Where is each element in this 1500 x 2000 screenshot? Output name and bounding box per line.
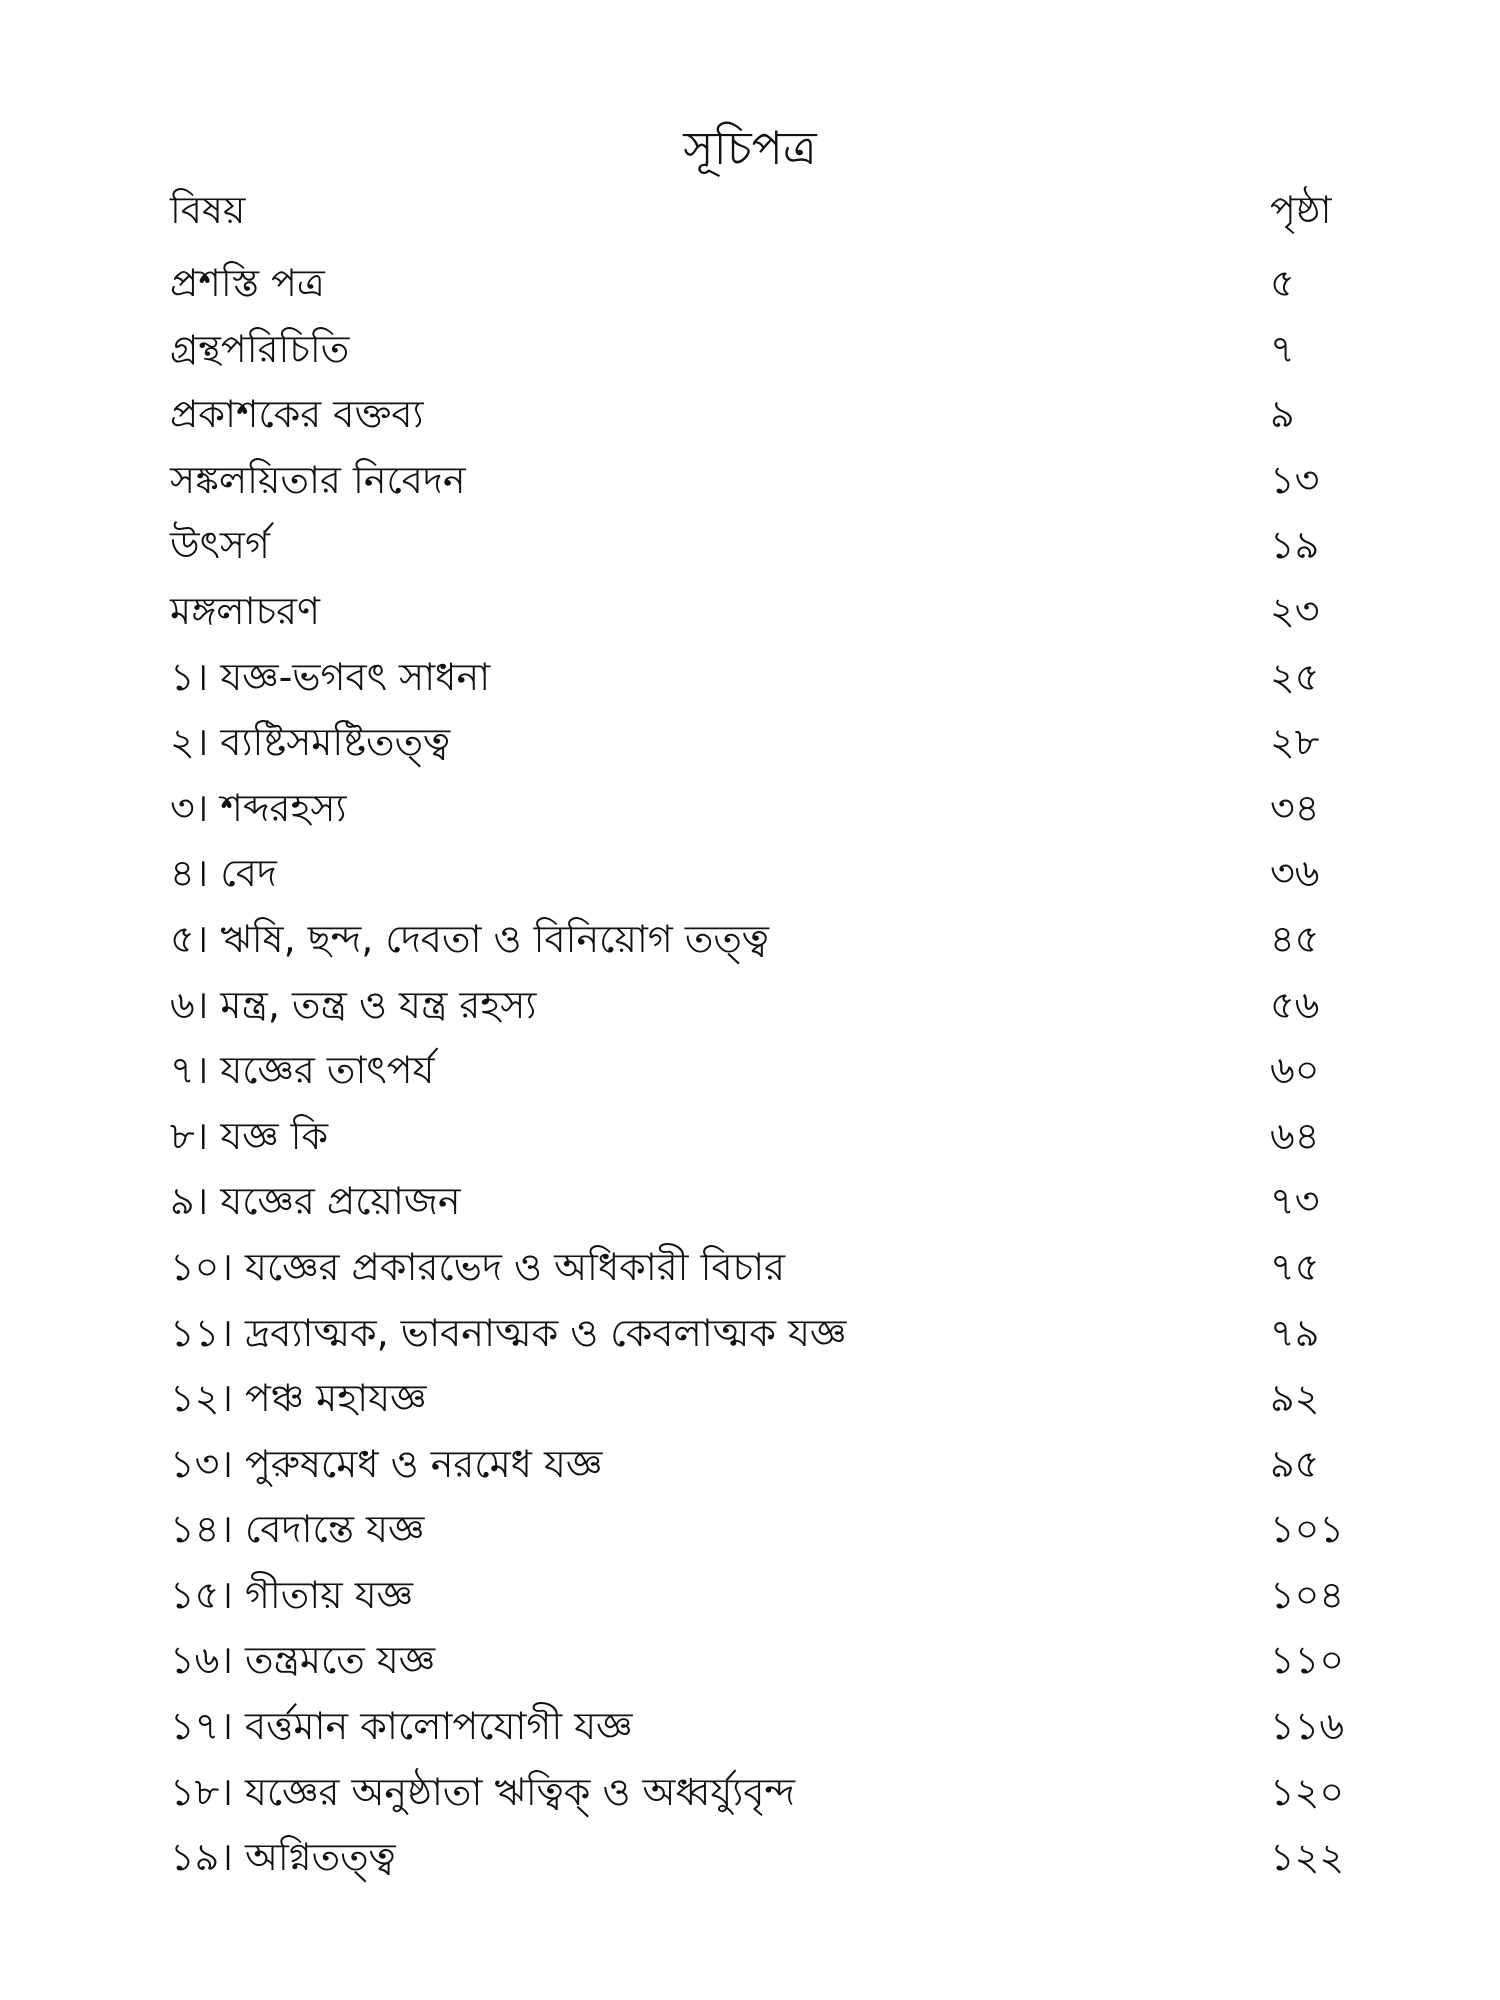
toc-entry	[170, 1168, 1350, 1234]
toc-entry	[170, 316, 1350, 382]
entry-page: ৭৩	[1270, 1179, 1320, 1224]
entry-topic: ১৭। বর্ত্তমান কালোপযোগী যজ্ঞ	[170, 1704, 633, 1749]
entry-page: ১৩	[1270, 457, 1320, 502]
toc-entry	[170, 1234, 1350, 1300]
entry-topic: ১৩। পুরুষমেধ ও নরমেধ যজ্ঞ	[170, 1441, 603, 1486]
entry-topic: ১৮। যজ্ঞের অনুষ্ঠাতা ঋত্বিক্ ও অধ্বর্য্যুবৃন্দ	[170, 1769, 795, 1814]
toc-entry	[170, 381, 1350, 447]
entry-page: ১১০	[1270, 1638, 1345, 1683]
page-title: সূচিপত্র	[683, 121, 817, 175]
entry-page: ২৮	[1270, 720, 1320, 765]
entry-page: ৬০	[1270, 1048, 1320, 1093]
entry-topic: ৬। মন্ত্র, তন্ত্র ও যন্ত্র রহস্য	[170, 982, 537, 1027]
toc-entry	[170, 972, 1350, 1038]
entry-topic: ২। ব্যষ্টিসমষ্টিতত্ত্ব	[170, 720, 451, 765]
entry-topic: ৯। যজ্ঞের প্রয়োজন	[170, 1179, 461, 1224]
entry-page: ২৫	[1270, 654, 1320, 699]
entry-topic: ৫। ঋষি, ছন্দ, দেবতা ও বিনিয়োগ তত্ত্ব	[170, 916, 769, 961]
toc-entry	[170, 512, 1350, 578]
entry-page: ৯২	[1270, 1376, 1320, 1421]
toc-entry	[170, 644, 1350, 710]
entry-page: ৫৬	[1270, 982, 1320, 1027]
entry-page: ২৩	[1270, 588, 1320, 633]
entry-page: ৭৯	[1270, 1310, 1320, 1355]
entry-topic: ১১। দ্রব্যাত্মক, ভাবনাত্মক ও কেবলাত্মক যজ্ঞ	[170, 1310, 847, 1355]
entry-page: ৯৫	[1270, 1441, 1320, 1486]
toc-entry	[170, 1365, 1350, 1431]
toc-entry	[170, 906, 1350, 972]
entry-topic: সঙ্কলয়িতার নিবেদন	[170, 457, 466, 502]
entry-page: ৪৫	[1270, 916, 1320, 961]
entry-page: ১১৬	[1270, 1704, 1345, 1749]
entry-topic: উৎসর্গ	[170, 523, 270, 568]
entry-page: ৩৬	[1270, 851, 1320, 896]
toc-entry	[170, 578, 1350, 644]
entry-page: ১৯	[1270, 523, 1320, 568]
toc-entry	[170, 1496, 1350, 1562]
entry-topic: ১২। পঞ্চ মহাযজ্ঞ	[170, 1376, 427, 1421]
entry-topic: ১৪। বেদান্তে যজ্ঞ	[170, 1507, 425, 1552]
toc-entry	[170, 1759, 1350, 1825]
entry-page: ৬৪	[1270, 1113, 1320, 1158]
entry-topic: প্রশস্তি পত্র	[170, 261, 325, 305]
page-column-header: পৃষ্ঠা	[1270, 188, 1332, 232]
toc-entry	[170, 1824, 1350, 1890]
entry-page: ৫	[1270, 261, 1295, 305]
toc-entry	[170, 447, 1350, 513]
entry-topic: মঙ্গলাচরণ	[170, 588, 321, 633]
entry-page: ১২২	[1270, 1835, 1345, 1880]
toc-entry	[170, 709, 1350, 775]
entry-topic: ৪। বেদ	[170, 851, 277, 896]
toc-entry	[170, 1103, 1350, 1169]
table-of-contents	[170, 250, 1350, 1890]
toc-header	[170, 185, 1350, 243]
entry-page: ১২০	[1270, 1769, 1345, 1814]
entry-topic: গ্রন্থপরিচিতি	[170, 326, 350, 371]
toc-entry	[170, 775, 1350, 841]
entry-topic: প্রকাশকের বক্তব্য	[170, 392, 424, 437]
entry-page: ১০৪	[1270, 1572, 1345, 1617]
toc-entry	[170, 250, 1350, 316]
entry-topic: ১। যজ্ঞ-ভগবৎ সাধনা	[170, 654, 491, 699]
toc-entry	[170, 1627, 1350, 1693]
toc-entry	[170, 1693, 1350, 1759]
entry-page: ১০১	[1270, 1507, 1345, 1552]
entry-page: ৭	[1270, 326, 1295, 371]
entry-topic: ১৬। তন্ত্রমতে যজ্ঞ	[170, 1638, 436, 1683]
entry-page: ৩৪	[1270, 785, 1320, 830]
toc-entry	[170, 840, 1350, 906]
toc-entry	[170, 1562, 1350, 1628]
toc-entry	[170, 1037, 1350, 1103]
entry-topic: ১০। যজ্ঞের প্রকারভেদ ও অধিকারী বিচার	[170, 1244, 786, 1289]
entry-topic: ৩। শব্দরহস্য	[170, 785, 347, 830]
topic-column-header: বিষয়	[170, 188, 246, 232]
entry-page: ৯	[1270, 392, 1295, 437]
entry-topic: ৮। যজ্ঞ কি	[170, 1113, 329, 1158]
toc-entry	[170, 1431, 1350, 1497]
entry-topic: ১৯। অগ্নিতত্ত্ব	[170, 1835, 396, 1880]
toc-entry	[170, 1300, 1350, 1366]
entry-page: ৭৫	[1270, 1244, 1320, 1289]
entry-topic: ৭। যজ্ঞের তাৎপর্য	[170, 1048, 435, 1093]
entry-topic: ১৫। গীতায় যজ্ঞ	[170, 1572, 414, 1617]
